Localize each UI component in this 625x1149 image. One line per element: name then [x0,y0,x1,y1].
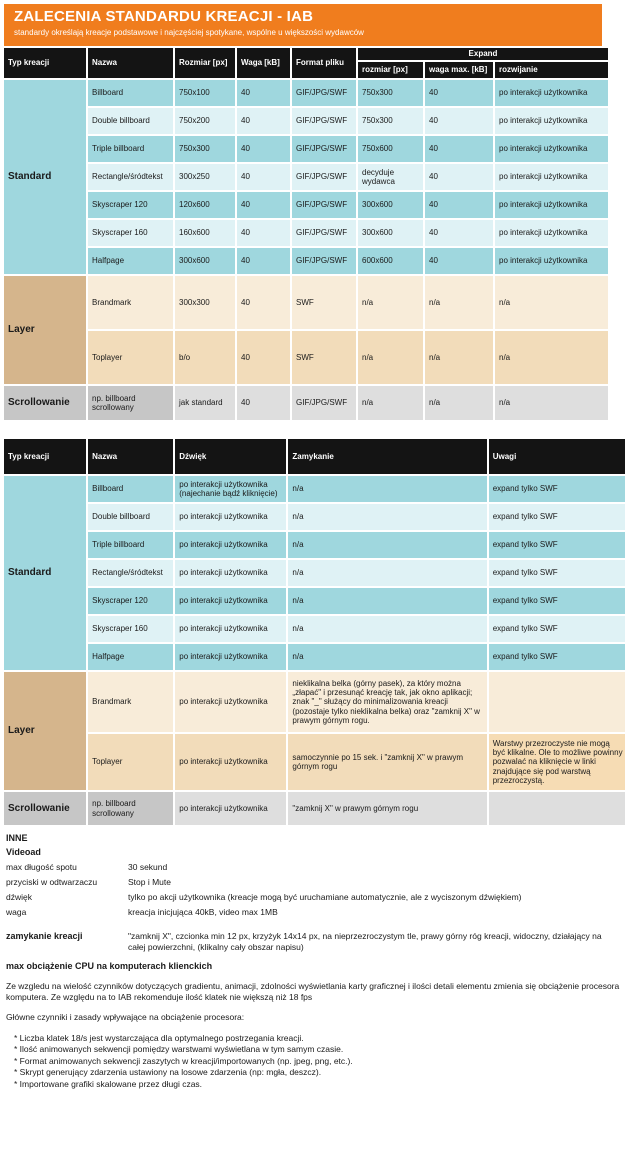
table-row [4,672,625,732]
closing-row [6,931,621,953]
cell-name: Toplayer [88,734,173,790]
cell-weight: 40 [237,276,290,329]
cell-format: GIF/JPG/SWF [292,386,356,420]
table-row [4,616,625,642]
col-type: Typ kreacji [4,48,86,78]
list-item: * Format animowanych sekwencji zaszytych w kreacji/importowanych (np. jpeg, png, etc.). [14,1055,353,1066]
spec-value: 30 sekund [128,862,168,872]
spec-key: dźwięk [6,892,32,902]
col-name: Nazwa [88,48,173,78]
cell-notes [489,792,625,825]
cell-sound: po interakcji użytkownika [175,532,286,558]
header-banner [4,4,602,46]
table-row [4,588,625,614]
table-row [4,220,608,246]
cell-size: 300x250 [175,164,235,190]
cell-size: b/o [175,331,235,384]
cell-format: SWF [292,331,356,384]
table-row [4,108,608,134]
cell-size: jak standard [175,386,235,420]
cell-exp-size: n/a [358,276,423,329]
cell-size: 160x600 [175,220,235,246]
cell-exp-weight: n/a [425,331,493,384]
cell-size: 300x600 [175,248,235,274]
cell-name: Triple billboard [88,136,173,162]
cell-exp-size: 750x300 [358,80,423,106]
table-row [4,276,608,329]
banner-subtitle: standardy określają kreacje podstawowe i najczęściej spotykane, wspólne u większości wydawców [14,28,364,37]
cell-sound: po interakcji użytkownika [175,560,286,586]
cell-weight: 40 [237,192,290,218]
spec-value: tylko po akcji użytkownika (kreacje mogą być uruchamiane automatycznie, ale z wyciszonym dźwiękiem) [128,892,522,902]
cell-close: n/a [288,616,486,642]
video-spec-row [6,862,621,872]
cell-name: Triple billboard [88,532,173,558]
cell-name: Rectangle/śródtekst [88,560,173,586]
cell-format: GIF/JPG/SWF [292,108,356,134]
group-label-scroll: Scrollowanie [4,792,86,825]
cell-close: n/a [288,476,486,502]
closing-text: "zamknij X", czcionka min 12 px, krzyżyk 14x14 px, na nieprzezroczystym tle, prawy górny róg kreacji, widoczny, działający na całej powierzchni, (klikalny cały obszar napisu) [128,931,602,953]
cell-name: Skyscraper 160 [88,616,173,642]
cell-exp-size: n/a [358,331,423,384]
section-heading-inne: INNE [6,833,28,843]
col-notes: Uwagi [489,439,625,474]
col-type: Typ kreacji [4,439,86,474]
cell-exp-unfold: po interakcji użytkownika [495,192,608,218]
cell-exp-size: decyduje wydawca [358,164,423,190]
cell-notes: expand tylko SWF [489,532,625,558]
other-section [6,833,621,1090]
cell-name: Billboard [88,476,173,502]
cell-notes: expand tylko SWF [489,644,625,670]
table-row [4,192,608,218]
factors-heading: Główne czynniki i zasady wpływające na obciążenie procesora: [6,1012,245,1023]
cpu-heading: max obciążenie CPU na komputerach klienckich [6,961,213,972]
cell-exp-weight: n/a [425,386,493,420]
behaviour-table [2,437,625,827]
cell-format: GIF/JPG/SWF [292,164,356,190]
cell-format: GIF/JPG/SWF [292,220,356,246]
cell-exp-size: 750x600 [358,136,423,162]
cell-weight: 40 [237,331,290,384]
cell-format: GIF/JPG/SWF [292,80,356,106]
cell-exp-unfold: po interakcji użytkownika [495,108,608,134]
table-row [4,504,625,530]
cell-close: nieklikalna belka (górny pasek), za który można „złapać" i przesunąć kreację tak, jak okno aplikacji; znak "_" służący do minimalizowania kreacji (pozostaje tylko nieklikalna belka) oraz "zamknij X" w prawym górnym rogu. [288,672,486,732]
cell-size: 120x600 [175,192,235,218]
table-row [4,532,625,558]
cell-exp-weight: n/a [425,276,493,329]
cell-notes: expand tylko SWF [489,588,625,614]
factors-list [6,1033,621,1090]
cell-weight: 40 [237,248,290,274]
cell-notes: expand tylko SWF [489,504,625,530]
cell-notes [489,672,625,732]
cell-exp-unfold: n/a [495,386,608,420]
group-label-standard: Standard [4,476,86,670]
col-exp-weight: waga max. [kB] [425,62,493,78]
cell-notes: expand tylko SWF [489,476,625,502]
list-item: * Importowane grafiki skalowane przez długi czas. [14,1078,203,1089]
video-heading: Videoad [6,847,41,857]
col-expand: Expand [358,48,608,60]
list-item: * Liczba klatek 18/s jest wystarczająca dla optymalnego postrzegania kreacji. [14,1032,304,1043]
cell-exp-unfold: po interakcji użytkownika [495,80,608,106]
cell-exp-weight: 40 [425,192,493,218]
cell-name: Double billboard [88,108,173,134]
cell-exp-weight: 40 [425,220,493,246]
spec-value: kreacja inicjująca 40kB, video max 1MB [128,907,278,917]
cell-name: Halfpage [88,644,173,670]
col-format: Format pliku [292,48,356,78]
cell-exp-size: 300x600 [358,192,423,218]
cell-weight: 40 [237,108,290,134]
cell-format: GIF/JPG/SWF [292,136,356,162]
cell-sound: po interakcji użytkownika [175,644,286,670]
cell-exp-weight: 40 [425,164,493,190]
cell-name: Toplayer [88,331,173,384]
cell-notes: Warstwy przezroczyste nie mogą być klikalne. Ole to możliwe powinny pozwalać na kliknięcie w linki znajdujące się pod warstwą przezroczystą. [489,734,625,790]
table-row [4,476,625,502]
spec-key: max długość spotu [6,862,77,872]
cell-name: Skyscraper 120 [88,588,173,614]
cell-name: np. billboard scrollowany [88,386,173,420]
spec-key: waga [6,907,27,917]
cell-close: samoczynnie po 15 sek. i "zamknij X" w prawym górnym rogu [288,734,486,790]
cell-sound: po interakcji użytkownika (najechanie bądź kliknięcie) [175,476,286,502]
cpu-paragraph: Ze wzgledu na wielość czynników dotyczących gradientu, animacji, zdolności wyświetlania karty graficznej i ilości detali elementu zmienia się obciążenie procesora komputera. Ze względu na to IAB rekomenduje ilość klatek nie większą niż 18 fps [6,981,620,1002]
cell-format: GIF/JPG/SWF [292,248,356,274]
list-item: * Skrypt generujący zdarzenia ustawiony na losowe zdarzenia (np: mgła, deszcz). [14,1067,322,1078]
cell-sound: po interakcji użytkownika [175,792,286,825]
col-size: Rozmiar [px] [175,48,235,78]
cell-size: 750x100 [175,80,235,106]
cell-close: n/a [288,560,486,586]
cell-sound: po interakcji użytkownika [175,734,286,790]
cell-sound: po interakcji użytkownika [175,588,286,614]
cell-close: n/a [288,532,486,558]
cell-exp-unfold: po interakcji użytkownika [495,248,608,274]
table-row [4,248,608,274]
cell-weight: 40 [237,386,290,420]
table-row [4,560,625,586]
cell-exp-weight: 40 [425,108,493,134]
cell-exp-unfold: po interakcji użytkownika [495,136,608,162]
cell-size: 300x300 [175,276,235,329]
table-row [4,644,625,670]
cell-exp-unfold: po interakcji użytkownika [495,220,608,246]
cell-size: 750x300 [175,136,235,162]
cell-name: Halfpage [88,248,173,274]
col-exp-size: rozmiar [px] [358,62,423,78]
cell-exp-size: 300x600 [358,220,423,246]
cell-exp-weight: 40 [425,248,493,274]
cell-exp-unfold: n/a [495,331,608,384]
cell-weight: 40 [237,136,290,162]
cell-close: n/a [288,588,486,614]
table-row [4,80,608,106]
col-close: Zamykanie [288,439,486,474]
cell-exp-size: n/a [358,386,423,420]
cell-exp-size: 600x600 [358,248,423,274]
col-name: Nazwa [88,439,173,474]
table-row [4,386,608,420]
cell-exp-unfold: po interakcji użytkownika [495,164,608,190]
col-sound: Dźwięk [175,439,286,474]
spec-key: przyciski w odtwarzaczu [6,877,98,887]
video-spec-row [6,877,621,887]
video-spec-row [6,907,621,917]
cell-notes: expand tylko SWF [489,560,625,586]
cell-format: SWF [292,276,356,329]
cell-notes: expand tylko SWF [489,616,625,642]
group-label-scroll: Scrollowanie [4,386,86,420]
cell-sound: po interakcji użytkownika [175,672,286,732]
video-spec-row [6,892,621,902]
cell-weight: 40 [237,164,290,190]
cell-name: Billboard [88,80,173,106]
cell-sound: po interakcji użytkownika [175,504,286,530]
cell-exp-size: 750x300 [358,108,423,134]
cell-name: Double billboard [88,504,173,530]
table-row [4,792,625,825]
table-row [4,734,625,790]
cell-sound: po interakcji użytkownika [175,616,286,642]
group-label-standard: Standard [4,80,86,274]
cell-size: 750x200 [175,108,235,134]
col-exp-unfold: rozwijanie [495,62,608,78]
specs-table [2,46,610,422]
table-row [4,164,608,190]
cell-close: n/a [288,644,486,670]
cell-name: Brandmark [88,672,173,732]
cell-name: Brandmark [88,276,173,329]
col-weight: Waga [kB] [237,48,290,78]
cell-name: Skyscraper 120 [88,192,173,218]
cell-name: Skyscraper 160 [88,220,173,246]
cell-close: n/a [288,504,486,530]
cell-format: GIF/JPG/SWF [292,192,356,218]
cell-name: np. billboard scrollowany [88,792,173,825]
cell-close: "zamknij X" w prawym górnym rogu [288,792,486,825]
spec-value: Stop i Mute [128,877,171,887]
closing-label: zamykanie kreacji [6,931,83,941]
group-label-layer: Layer [4,276,86,384]
cell-weight: 40 [237,220,290,246]
cell-name: Rectangle/śródtekst [88,164,173,190]
group-label-layer: Layer [4,672,86,790]
table-row [4,136,608,162]
list-item: * Ilość animowanych sekwencji pomiędzy warstwami wyświetlana w tym samym czasie. [14,1044,344,1055]
cell-exp-unfold: n/a [495,276,608,329]
banner-title: ZALECENIA STANDARDU KREACJI - IAB [14,8,314,25]
cell-exp-weight: 40 [425,80,493,106]
cell-exp-weight: 40 [425,136,493,162]
table-row [4,331,608,384]
cell-weight: 40 [237,80,290,106]
